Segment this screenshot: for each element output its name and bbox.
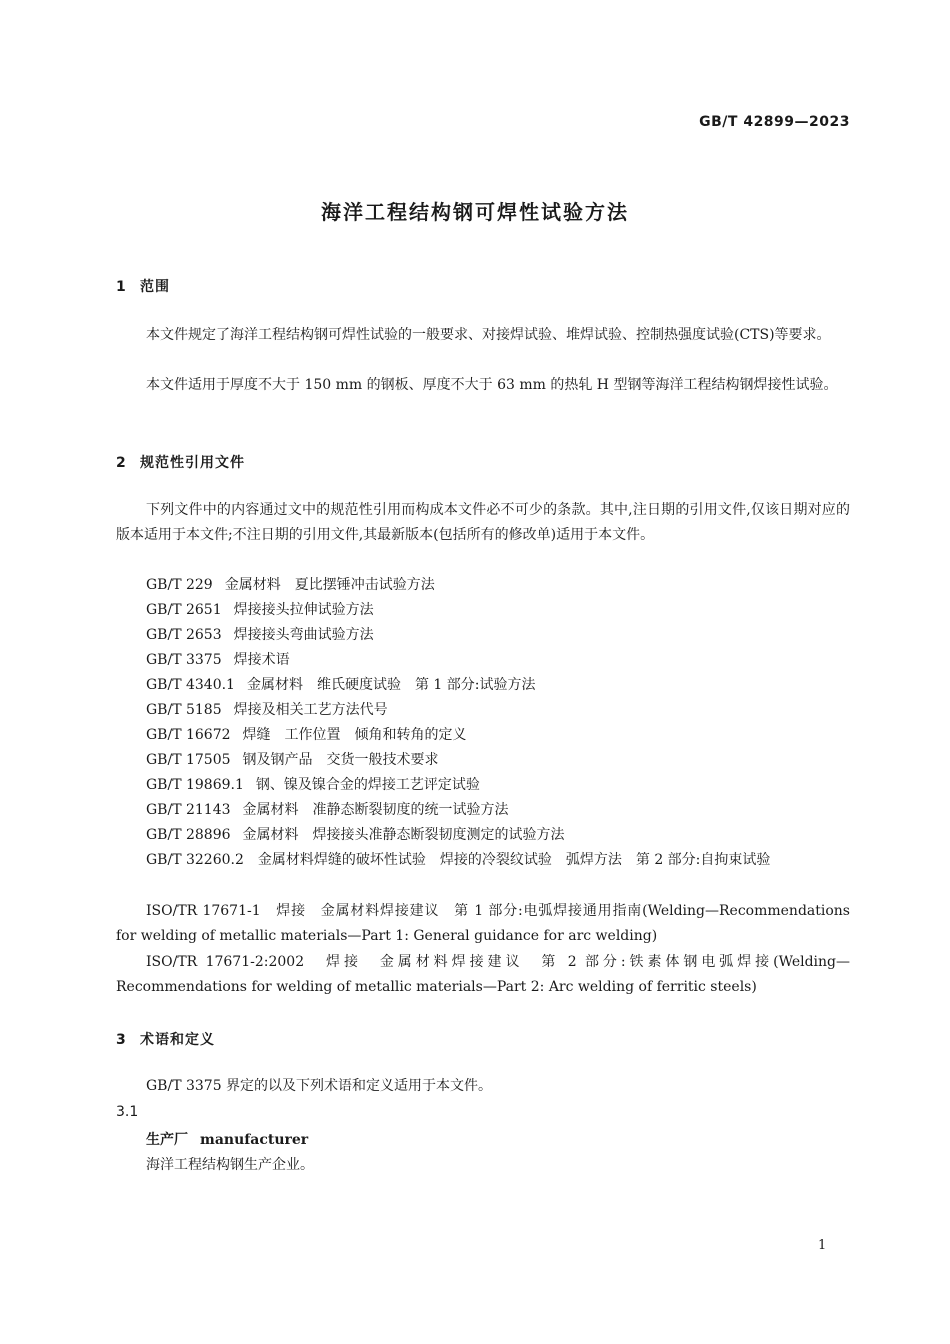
reference-code: GB/T 17505 xyxy=(146,752,231,768)
reference-item xyxy=(146,573,435,598)
reference-item-long: GB/T 32260.2 金属材料焊缝的破坏性试验 焊接的冷裂纹试验 弧焊方法 第 2 部分:自拘束试验 xyxy=(146,852,771,868)
section-1-paragraph-2: 本文件适用于厚度不大于 150 mm 的钢板、厚度不大于 63 mm 的热轧 H 型钢等海洋工程结构钢焊接性试验。 xyxy=(146,377,838,393)
term-entry xyxy=(146,1129,308,1149)
reference-code: GB/T 19869.1 xyxy=(146,777,244,793)
reference-title: 焊接接头弯曲试验方法 xyxy=(233,627,374,643)
reference-title: 焊接接头拉伸试验方法 xyxy=(233,602,374,618)
reference-item xyxy=(146,748,439,773)
document-number: GB/T 42899—2023 xyxy=(699,114,850,130)
reference-item xyxy=(146,798,509,823)
section-2-heading xyxy=(116,452,245,472)
reference-item xyxy=(146,723,467,748)
section-number: 2 xyxy=(116,455,127,471)
reference-code: GB/T 28896 xyxy=(146,827,231,843)
section-title: 规范性引用文件 xyxy=(140,455,245,471)
section-title: 术语和定义 xyxy=(140,1032,215,1048)
reference-title: 金属材料 焊接接头准静态断裂韧度测定的试验方法 xyxy=(242,827,565,843)
section-1-heading xyxy=(116,276,170,296)
section-3-heading xyxy=(116,1029,215,1049)
reference-title: 金属材料 夏比摆锤冲击试验方法 xyxy=(224,577,435,593)
reference-title: 金属材料 准静态断裂韧度的统一试验方法 xyxy=(242,802,509,818)
reference-code: GB/T 16672 xyxy=(146,727,231,743)
reference-title: 金属材料 维氏硬度试验 第 1 部分:试验方法 xyxy=(246,677,536,693)
section-2-intro: 下列文件中的内容通过文中的规范性引用而构成本文件必不可少的条款。其中,注日期的引用文件,仅该日期对应的版本适用于本文件;不注日期的引用文件,其最新版本(包括所有的修改单)适用于本文件。 xyxy=(116,502,850,543)
reference-code: GB/T 21143 xyxy=(146,802,231,818)
reference-item xyxy=(146,698,388,723)
reference-item xyxy=(146,623,374,648)
term-chinese: 生产厂 xyxy=(146,1132,188,1148)
reference-title: 钢、镍及镍合金的焊接工艺评定试验 xyxy=(255,777,480,793)
page-number: 1 xyxy=(818,1238,827,1253)
reference-item-long: ISO/TR 17671-2:2002 焊接 金属材料焊接建议 第 2 部分:铁素体钢电弧焊接(Welding—Recommendations for welding of metallic materials—Part 2: Arc welding of ferritic steels) xyxy=(116,954,850,995)
reference-item xyxy=(146,823,565,848)
reference-title: 焊接及相关工艺方法代号 xyxy=(233,702,388,718)
clause-number: 3.1 xyxy=(116,1104,139,1120)
reference-item-long: ISO/TR 17671-1 焊接 金属材料焊接建议 第 1 部分:电弧焊接通用指南(Welding—Recommendations for welding of metallic materials—Part 1: General guidance for arc welding) xyxy=(116,903,850,944)
term-definition: 海洋工程结构钢生产企业。 xyxy=(146,1157,314,1173)
reference-code: GB/T 4340.1 xyxy=(146,677,235,693)
reference-code: GB/T 2651 xyxy=(146,602,222,618)
reference-item xyxy=(146,673,536,698)
reference-item xyxy=(146,648,290,673)
section-1-paragraph-1: 本文件规定了海洋工程结构钢可焊性试验的一般要求、对接焊试验、堆焊试验、控制热强度试验(CTS)等要求。 xyxy=(146,327,831,343)
reference-code: GB/T 2653 xyxy=(146,627,222,643)
reference-item xyxy=(146,773,480,798)
reference-code: GB/T 3375 xyxy=(146,652,222,668)
reference-title: 焊接术语 xyxy=(233,652,290,668)
section-number: 1 xyxy=(116,279,127,295)
section-3-intro: GB/T 3375 界定的以及下列术语和定义适用于本文件。 xyxy=(146,1078,493,1094)
reference-title: 钢及钢产品 交货一般技术要求 xyxy=(242,752,439,768)
reference-item xyxy=(146,598,374,623)
document-title: 海洋工程结构钢可焊性试验方法 xyxy=(321,200,629,224)
section-number: 3 xyxy=(116,1032,127,1048)
reference-title: 焊缝 工作位置 倾角和转角的定义 xyxy=(242,727,467,743)
reference-code: GB/T 5185 xyxy=(146,702,222,718)
reference-code: GB/T 229 xyxy=(146,577,213,593)
term-english: manufacturer xyxy=(200,1132,309,1148)
section-title: 范围 xyxy=(140,279,170,295)
